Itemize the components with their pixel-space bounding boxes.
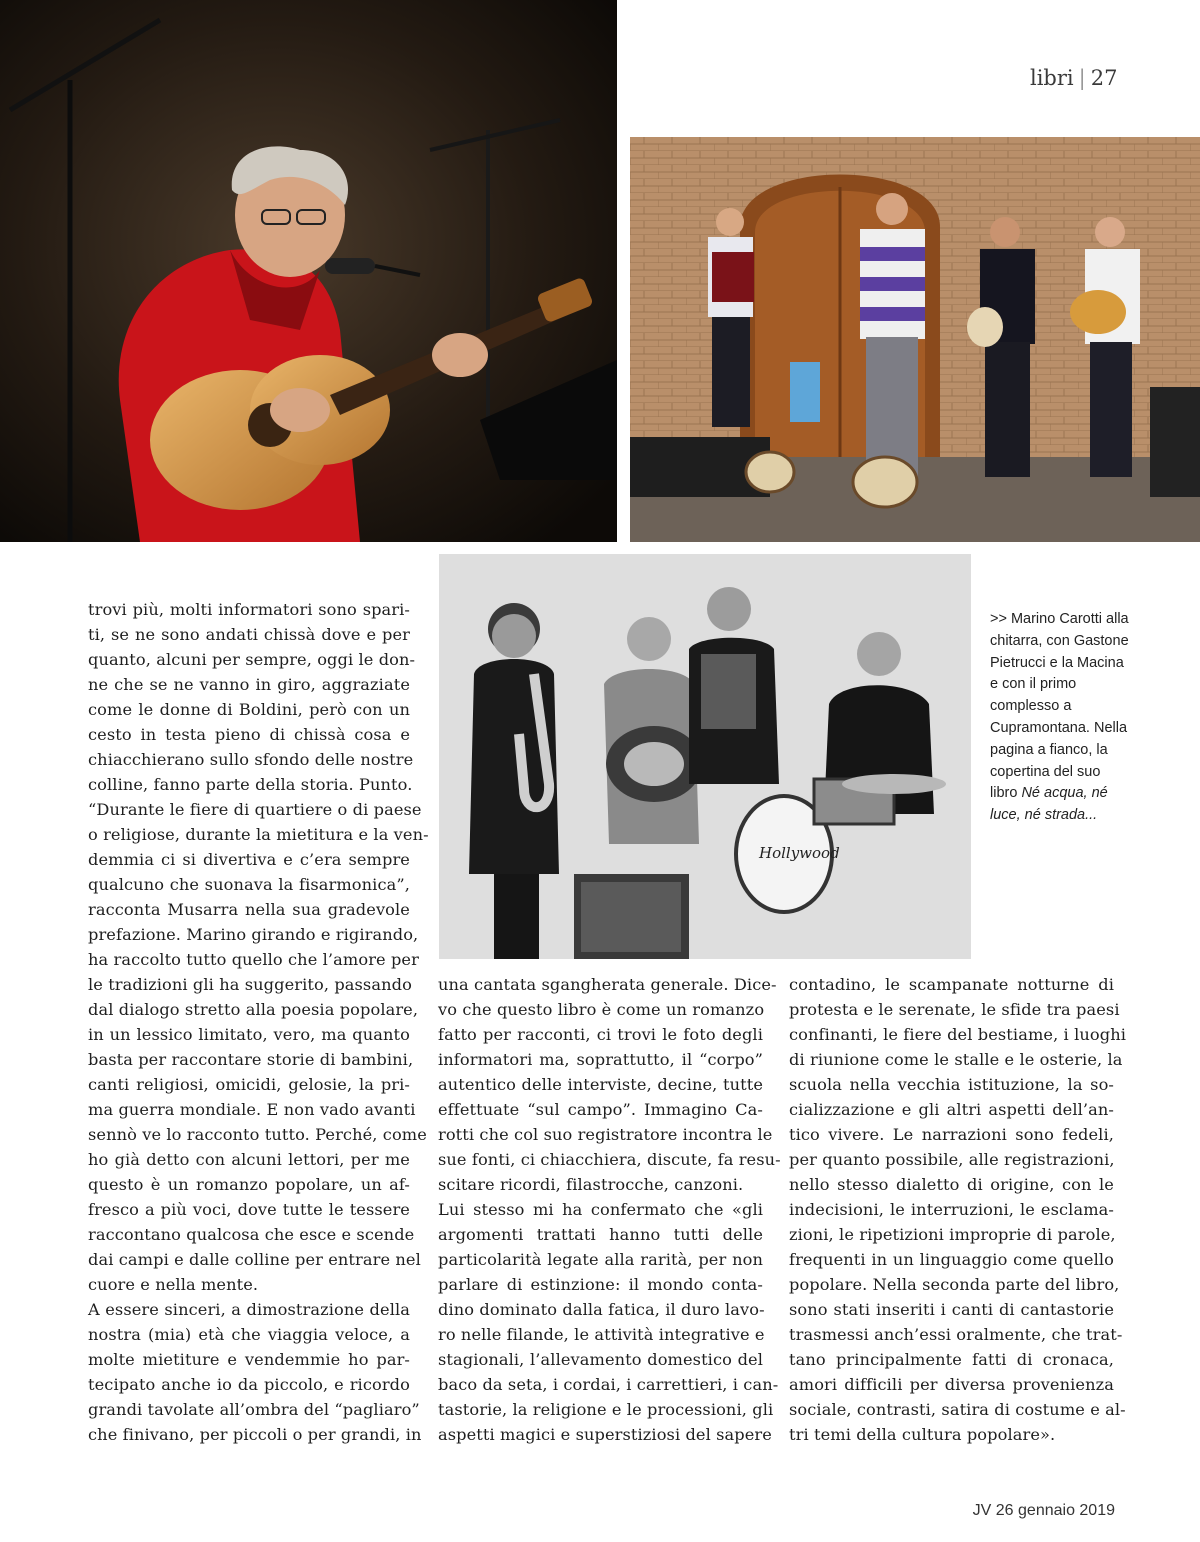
text-line: trovi più, molti informatori sono spari-: [88, 600, 410, 619]
text-line: dino dominato dalla fatica, il duro lavo-: [438, 1300, 765, 1319]
text-line: o religiose, durante la mietitura e la ven-: [88, 825, 429, 844]
text-line: aspetti magici e superstiziosi del sapere: [438, 1425, 772, 1444]
text-line: amori difficili per diversa provenienza: [789, 1375, 1114, 1394]
folio-separator: |: [1078, 66, 1086, 90]
body-column-2: [438, 972, 781, 1447]
text-line: ro nelle filande, le attività integrative e: [438, 1325, 765, 1344]
text-line: questo è un romanzo popolare, un af-: [88, 1175, 410, 1194]
text-line: qualcuno che suonava la fisarmonica”,: [88, 875, 410, 894]
text-line: colline, fanno parte della storia. Punto.: [88, 775, 413, 794]
text-line: chiacchierano sullo sfondo delle nostre: [88, 750, 414, 769]
text-line: raccontano qualcosa che esce e scende: [88, 1225, 415, 1244]
text-line: molte mietiture e vendemmie ho par-: [88, 1350, 410, 1369]
text-line: confinanti, le fiere del bestiame, i luoghi: [789, 1025, 1126, 1044]
text-line: “Durante le fiere di quartiere o di paese: [88, 800, 422, 819]
text-line: argomenti trattati hanno tutti delle: [438, 1225, 763, 1244]
text-line: che finivano, per piccoli o per grandi, in: [88, 1425, 422, 1444]
band-illustration: [630, 137, 1200, 542]
issue-footer: JV 26 gennaio 2019: [972, 1502, 1115, 1519]
photo-band-concert: [630, 137, 1200, 542]
text-line: tri temi della cultura popolare».: [789, 1425, 1056, 1444]
photo-vintage-band: [439, 554, 971, 959]
text-line: contadino, le scampanate notturne di: [789, 975, 1114, 994]
text-line: cuore e nella mente.: [88, 1275, 259, 1294]
singer-illustration: [0, 0, 617, 542]
caption-book-title: Né acqua, né luce, né strada...: [990, 785, 1108, 824]
vintage-band-illustration: [439, 554, 971, 959]
text-line: ti, se ne sono andati chissà dove e per: [88, 625, 410, 644]
text-line: cializzazione e gli altri aspetti dell’an-: [789, 1100, 1114, 1119]
text-line: cesto in testa pieno di chissà cosa e: [88, 725, 410, 744]
drum-logo-text: Hollywood: [759, 844, 840, 862]
text-line: ne che se ne vanno in giro, aggraziate: [88, 675, 410, 694]
text-line: A essere sinceri, a dimostrazione della: [88, 1300, 410, 1319]
text-line: quanto, alcuni per sempre, oggi le don-: [88, 650, 416, 669]
text-line: stagionali, l’allevamento domestico del: [438, 1350, 763, 1369]
photo-caption: [990, 609, 1130, 827]
text-line: fatto per racconti, ci trovi le foto degli: [438, 1025, 763, 1044]
text-line: per quanto possibile, alle registrazioni,: [789, 1150, 1115, 1169]
text-line: basta per raccontare storie di bambini,: [88, 1050, 414, 1069]
text-line: in un lessico limitato, vero, ma quanto: [88, 1025, 410, 1044]
text-line: frequenti in un linguaggio come quello: [789, 1250, 1114, 1269]
text-line: rotti che col suo registratore incontra le: [438, 1125, 773, 1144]
text-line: sono stati inseriti i canti di cantastorie: [789, 1300, 1114, 1319]
text-line: nello stesso dialetto di origine, con le: [789, 1175, 1114, 1194]
text-line: informatori ma, soprattutto, il “corpo”: [438, 1050, 763, 1069]
text-line: canti religiosi, omicidi, gelosie, la pri-: [88, 1075, 410, 1094]
text-line: baco da seta, i cordai, i carrettieri, i can-: [438, 1375, 779, 1394]
text-line: grandi tavolate all’ombra del “pagliaro”: [88, 1400, 420, 1419]
text-line: vo che questo libro è come un romanzo: [438, 1000, 765, 1019]
text-line: demmia ci si divertiva e c’era sempre: [88, 850, 410, 869]
musician-singer-striped: [860, 193, 925, 477]
body-column-1: [88, 597, 429, 1447]
photo-singer-guitar: [0, 0, 617, 542]
text-line: ha raccolto tutto quello che l’amore per: [88, 950, 419, 969]
text-line: ho già detto con alcuni lettori, per me: [88, 1150, 410, 1169]
text-line: sue fonti, ci chiacchiera, discute, fa resu-: [438, 1150, 781, 1169]
text-line: prefazione. Marino girando e rigirando,: [88, 925, 419, 944]
text-line: scitare ricordi, filastrocche, canzoni.: [438, 1175, 744, 1194]
text-line: le tradizioni gli ha suggerito, passando: [88, 975, 412, 994]
caption-text: [990, 609, 1130, 827]
text-line: protesta e le serenate, le sfide tra paesi: [789, 1000, 1120, 1019]
page-folio: [1030, 66, 1117, 90]
text-line: nostra (mia) età che viaggia veloce, a: [88, 1325, 410, 1344]
text-line: fresco a più voci, dove tutte le tessere: [88, 1200, 410, 1219]
text-line: Lui stesso mi ha confermato che «gli: [438, 1200, 763, 1219]
section-name: libri: [1030, 66, 1074, 90]
text-line: tico vivere. Le narrazioni sono fedeli,: [789, 1125, 1114, 1144]
text-line: tastorie, la religione e le processioni, gli: [438, 1400, 774, 1419]
page-number: 27: [1090, 66, 1118, 90]
text-line: una cantata sgangherata generale. Dice-: [438, 975, 777, 994]
text-line: dai campi e dalle colline per entrare nel: [88, 1250, 421, 1269]
text-line: sociale, contrasti, satira di costume e al-: [789, 1400, 1126, 1419]
text-line: di riunione come le stalle e le osterie, la: [789, 1050, 1123, 1069]
text-line: parlare di estinzione: il mondo conta-: [438, 1275, 763, 1294]
text-line: autentico delle interviste, decine, tutte: [438, 1075, 763, 1094]
text-line: trasmessi anch’essi oralmente, che trat-: [789, 1325, 1123, 1344]
text-line: dal dialogo stretto alla poesia popolare,: [88, 1000, 419, 1019]
text-line: racconta Musarra nella sua gradevole: [88, 900, 410, 919]
text-line: zioni, le ripetizioni improprie di parole,: [789, 1225, 1116, 1244]
text-line: scuola nella vecchia istituzione, la so-: [789, 1075, 1114, 1094]
musician-accordion: [708, 208, 754, 427]
text-line: sennò ve lo racconto tutto. Perché, come: [88, 1125, 427, 1144]
text-line: tecipato anche io da piccolo, e ricordo: [88, 1375, 410, 1394]
text-line: popolare. Nella seconda parte del libro,: [789, 1275, 1120, 1294]
text-line: come le donne di Boldini, però con un: [88, 700, 410, 719]
body-column-3: [789, 972, 1126, 1447]
text-line: effettuate “sul campo”. Immagino Ca-: [438, 1100, 763, 1119]
text-line: indecisioni, le interruzioni, le esclama-: [789, 1200, 1114, 1219]
text-line: particolarità legate alla rarità, per non: [438, 1250, 763, 1269]
text-line: tano principalmente fatti di cronaca,: [789, 1350, 1114, 1369]
text-line: ma guerra mondiale. E non vado avanti: [88, 1100, 416, 1119]
caption-main: >> Marino Carotti alla chitarra, con Gastone Pietrucci e la Macina e con il primo complesso a Cupramontana. Nella pagina a fianco, la copertina del suo libro: [990, 611, 1129, 802]
